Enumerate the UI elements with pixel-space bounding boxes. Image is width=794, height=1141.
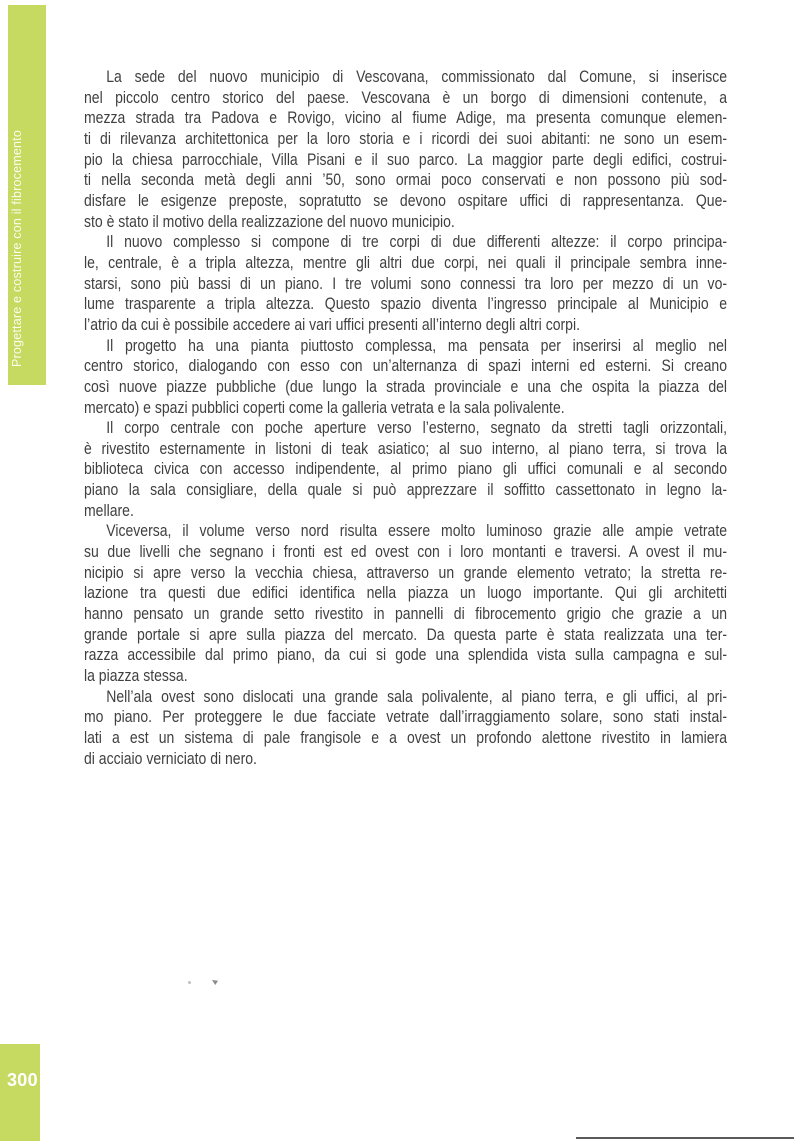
text-line: su due livelli che segnano i fronti est ed ovest con i loro montanti e traversi. A ovest il mu- bbox=[84, 542, 728, 562]
scan-speck bbox=[188, 981, 191, 984]
text-line: Nell’ala ovest sono dislocati una grande sala polivalente, al piano terra, e gli uffici, al pri- bbox=[106, 686, 728, 706]
text-line: lume trasparente a tripla altezza. Questo spazio diventa l’ingresso principale al Municipio e bbox=[84, 294, 728, 314]
text-line: sto è stato il motivo della realizzazione del nuovo municipio. bbox=[84, 211, 455, 231]
text-line: La sede del nuovo municipio di Vescovana, commissionato dal Comune, si inserisce bbox=[106, 67, 728, 86]
text-line: grande portale si apre sulla piazza del mercato. Da questa parte è stata realizzata una ter- bbox=[84, 624, 728, 644]
text-line: piano la sala consigliare, della quale si può apprezzare il soffitto cassettonato in legno la- bbox=[84, 480, 728, 500]
text-line: Viceversa, il volume verso nord risulta essere molto luminoso grazie alle ampie vetrate bbox=[106, 521, 728, 541]
text-line: così nuove piazze pubbliche (due lungo la strada provinciale e una che ospita la piazza del bbox=[84, 376, 728, 396]
text-line: di acciaio verniciato di nero. bbox=[84, 748, 257, 768]
text-line: hanno pensato un grande setto rivestito in pannelli di fibrocemento grigio che grazie a un bbox=[84, 604, 728, 624]
text-line: razza accessibile dal primo piano, da cui si gode una splendida vista sulla campagna e sul- bbox=[84, 645, 728, 665]
text-line: Il corpo centrale con poche aperture verso l’esterno, segnato da stretti tagli orizzontali, bbox=[106, 418, 728, 438]
text-line: ti di rilevanza architettonica per la loro storia e i ricordi dei suoi abitanti: ne sono un esem- bbox=[84, 128, 728, 148]
text-line: mercato) e spazi pubblici coperti come la galleria vetrata e la sala polivalente. bbox=[84, 397, 565, 417]
text-line: lati a est un sistema di pale frangisole e a ovest un profondo alettone rivestito in lamiera bbox=[84, 728, 728, 747]
text-line: lazione tra questi due edifici identifica nella piazza un luogo importante. Qui gli architetti bbox=[84, 583, 728, 603]
text-line: l’atrio da cui è possibile accedere ai vari uffici presenti all’interno degli altri corpi. bbox=[84, 314, 580, 334]
text-line: mo piano. Per proteggere le due facciate vetrate dall’irraggiamento solare, sono stati instal- bbox=[84, 707, 728, 727]
text-line: è rivestito esternamente in listoni di teak asiatico; al suo interno, al piano terra, si trova la bbox=[84, 438, 728, 458]
text-line: biblioteca civica con accesso indipendente, al primo piano gli uffici comunali e al secondo bbox=[84, 459, 728, 479]
text-line: nel piccolo centro storico del paese. Vescovana è un borgo di dimensioni contenute, a bbox=[84, 87, 728, 107]
scan-edge-line bbox=[576, 1137, 794, 1139]
text-line: ti nella seconda metà degli anni ’50, sono ormai poco conservati e non possono più sod- bbox=[84, 170, 728, 190]
page-number: 300 bbox=[7, 1070, 38, 1090]
text-line: mezza strada tra Padova e Rovigo, vicino al fiume Adige, ma presenta comunque elemen- bbox=[84, 108, 728, 128]
text-line: mellare. bbox=[84, 500, 134, 520]
text-line: Il progetto ha una pianta piuttosto complessa, ma pensata per inserirsi al meglio nel bbox=[106, 335, 728, 355]
text-line: le, centrale, è a tripla altezza, mentre gli altri due corpi, nei quali il principale sembra inne- bbox=[84, 252, 728, 272]
page-number-box bbox=[0, 1044, 40, 1141]
article-text bbox=[84, 67, 727, 769]
text-line: disfare le esigenze preposte, sopratutto se devono ospitare uffici di rappresentanza. Que- bbox=[84, 190, 728, 210]
text-line: Il nuovo complesso si compone di tre corpi di due differenti altezze: il corpo principa- bbox=[106, 232, 728, 252]
text-line: pio la chiesa parrocchiale, Villa Pisani e il suo parco. La maggior parte degli edifici, costrui- bbox=[84, 149, 728, 169]
scan-speck bbox=[212, 980, 218, 985]
text-line: nicipio si apre verso la vecchia chiesa, attraverso un grande elemento vetrato; la stretta re- bbox=[84, 562, 728, 582]
text-line: centro storico, dialogando con esso con un’alternanza di spazi interni ed esterni. Si creano bbox=[84, 356, 728, 376]
chapter-title-vertical: Progettare e costruire con il fibrocemento bbox=[10, 130, 24, 367]
text-line: la piazza stessa. bbox=[84, 666, 188, 686]
text-line: starsi, sono più bassi di un piano. I tre volumi sono connessi tra loro per mezzo di un vo- bbox=[84, 273, 728, 293]
